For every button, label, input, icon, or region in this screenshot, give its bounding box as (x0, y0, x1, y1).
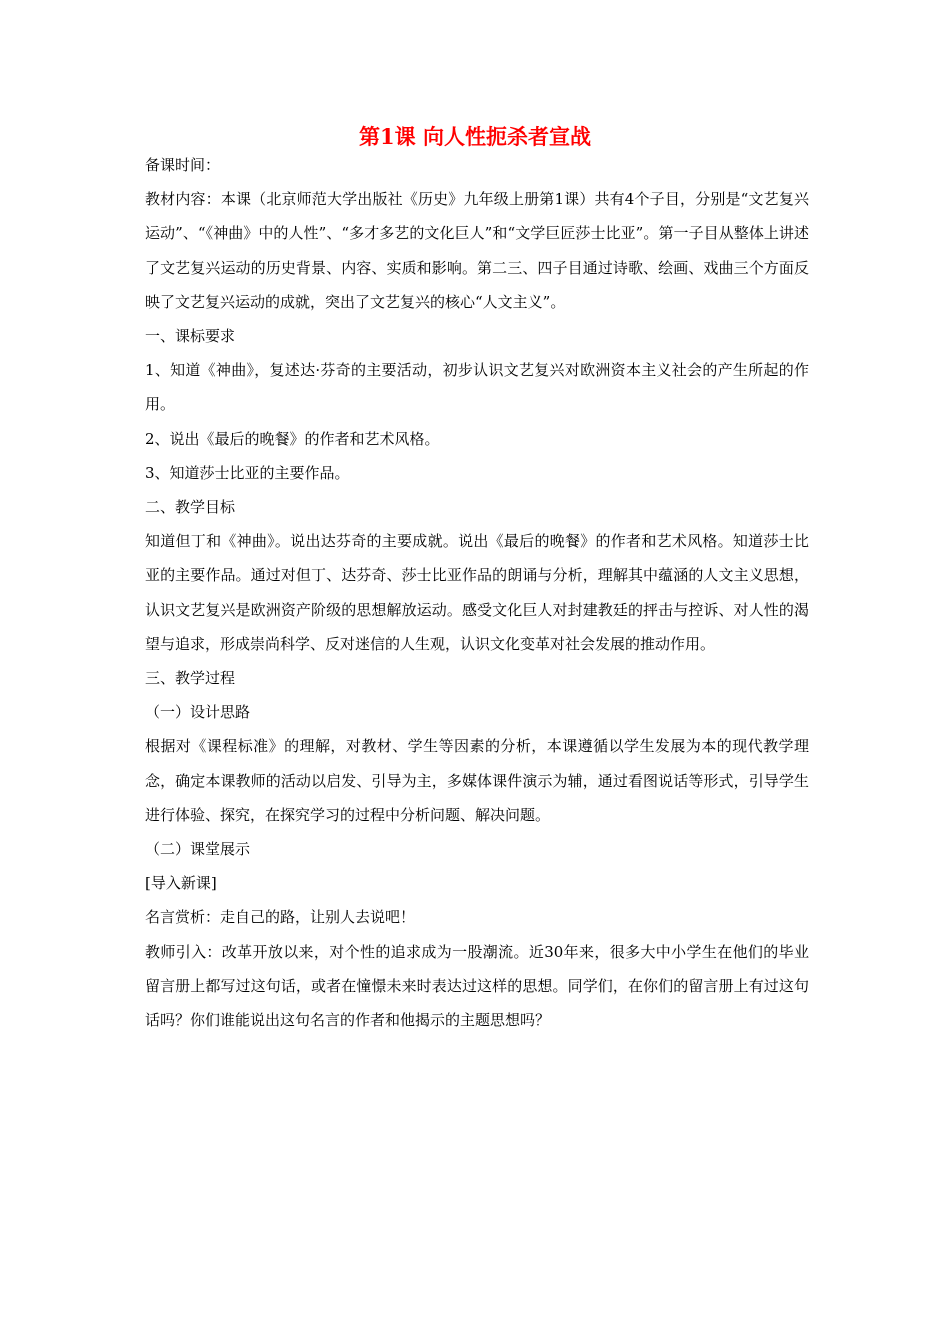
subsection-heading-design-idea: （一）设计思路 (145, 703, 251, 722)
document-title: 第1课 向人性扼杀者宣战 (359, 124, 591, 149)
teacher-intro-paragraph: 教师引入：改革开放以来，对个性的追求成为一股潮流。近30年来，很多大中小学生在他们的毕业留言册上都写过这句话，或者在憧憬未来时表达过这样的思想。同学们，在你们的留言册上有过这句话吗？你们谁能说出这句名言的作者和他揭示的主题思想吗？ (145, 942, 809, 1030)
requirement-item-1: 1、知道《神曲》，复述达·芬奇的主要活动，初步认识文艺复兴对欧洲资本主义社会的产生所起的作用。 (145, 361, 809, 414)
document-body (145, 148, 809, 1037)
lesson-intro-label: [导入新课] (145, 874, 217, 893)
requirement-item-2: 2、说出《最后的晚餐》的作者和艺术风格。 (145, 429, 440, 448)
subsection-heading-classroom-display: （二）课堂展示 (145, 840, 251, 859)
quote-appreciation-line: 名言赏析：走自己的路，让别人去说吧！ (145, 908, 416, 927)
requirement-item-3: 3、知道莎士比亚的主要作品。 (145, 463, 350, 482)
textbook-content-paragraph: 教材内容：本课（北京师范大学出版社《历史》九年级上册第1课）共有4个子目，分别是“文艺复兴运动”、“《神曲》中的人性”、“多才多艺的文化巨人”和“文学巨匠莎士比亚”。第一子目从整体上讲述了文艺复兴运动的历史背景、内容、实质和影响。第二三、四子目通过诗歌、绘画、戏曲三个方面反映了文艺复兴运动的成就，突出了文艺复兴的核心“人文主义”。 (145, 190, 809, 311)
teaching-objectives-paragraph: 知道但丁和《神曲》。说出达芬奇的主要成就。说出《最后的晚餐》的作者和艺术风格。知道莎士比亚的主要作品。通过对但丁、达芬奇、莎士比亚作品的朗诵与分析，理解其中蕴涵的人文主义思想，认识文艺复兴是欧洲资产阶级的思想解放运动。感受文化巨人对封建教廷的抨击与控诉、对人性的渴望与追求，形成崇尚科学、反对迷信的人生观，认识文化变革对社会发展的推动作用。 (145, 532, 809, 653)
prep-time-line: 备课时间： (145, 156, 221, 174)
design-idea-paragraph: 根据对《课程标准》的理解，对教材、学生等因素的分析，本课遵循以学生发展为本的现代教学理念，确定本课教师的活动以启发、引导为主，多媒体课件演示为辅，通过看图说话等形式，引导学生进行体验、探究，在探究学习的过程中分析问题、解决问题。 (145, 737, 809, 824)
section-heading-curriculum-requirements: 一、课标要求 (145, 327, 236, 346)
section-heading-teaching-process: 三、教学过程 (145, 669, 236, 688)
section-heading-teaching-objectives: 二、教学目标 (145, 498, 236, 517)
